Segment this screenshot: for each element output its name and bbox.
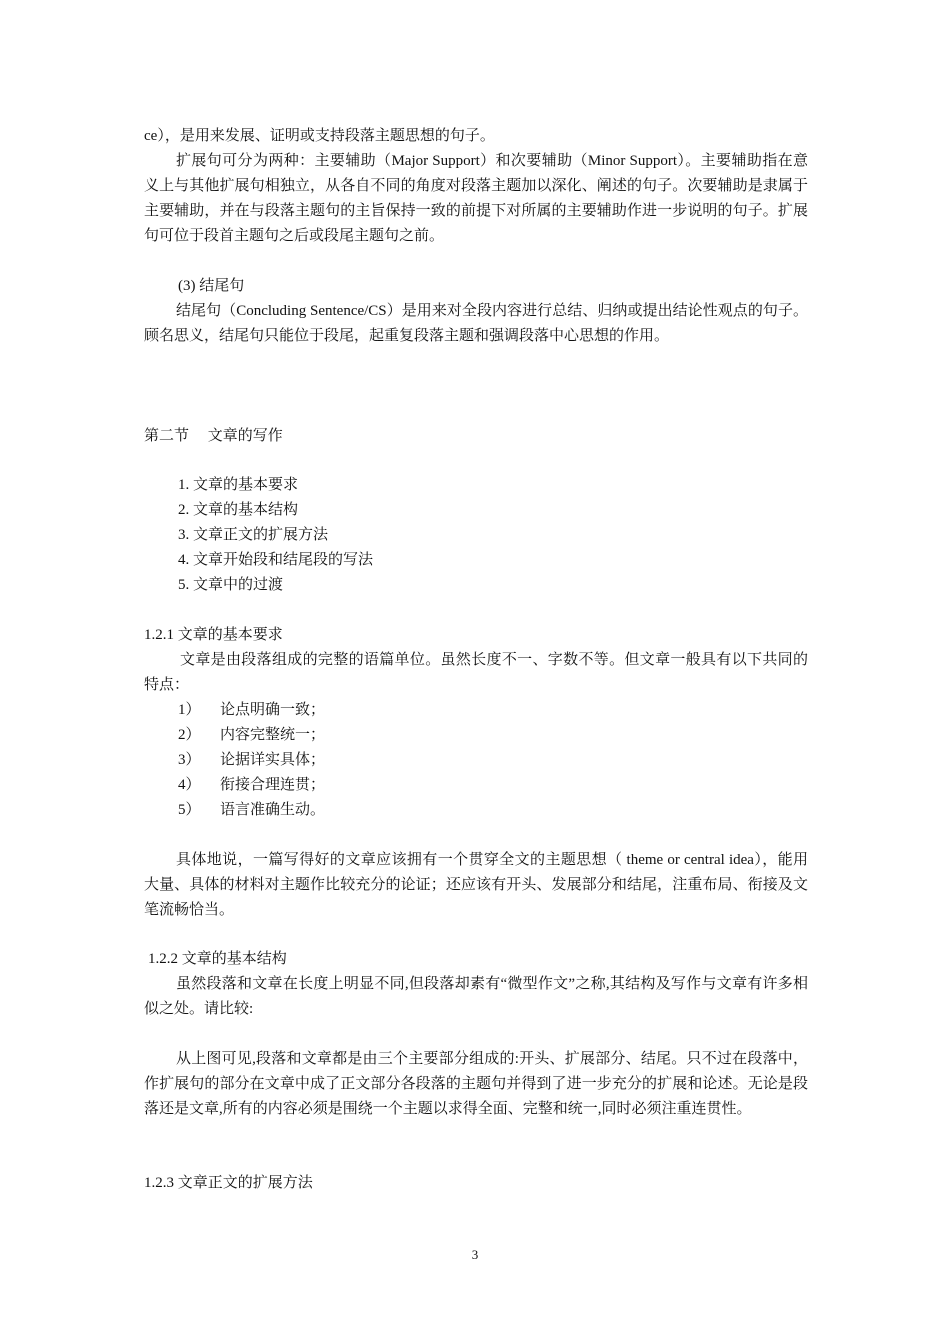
feature-item: [178, 723, 325, 748]
feature-number: 1）: [178, 702, 201, 718]
page-number: 3: [471, 1247, 479, 1262]
heading-1-2-2: 1.2.2 文章的基本结构: [148, 951, 287, 967]
feature-item: [178, 773, 325, 798]
outline-item: 3. 文章正文的扩展方法: [178, 527, 329, 543]
feature-item: [178, 698, 325, 723]
feature-text: 衔接合理连贯；: [220, 777, 326, 793]
feature-number: 2）: [178, 727, 201, 743]
paragraph-basic-requirements: 文章是由段落组成的完整的语篇单位。虽然长度不一、字数不等。但文章一般具有以下共同的特点：: [144, 652, 808, 693]
feature-text: 内容完整统一；: [220, 727, 326, 743]
outline-item: 5. 文章中的过渡: [178, 577, 284, 593]
feature-number: 5）: [178, 802, 201, 818]
feature-item: [178, 748, 325, 773]
feature-text: 语言准确生动。: [220, 802, 326, 818]
feature-text: 论据详实具体；: [220, 752, 326, 768]
outline-item: 2. 文章的基本结构: [178, 502, 299, 518]
paragraph-basic-structure: 虽然段落和文章在长度上明显不同,但段落却素有“微型作文”之称,其结构及写作与文章有许多相似之处。请比较:: [144, 976, 808, 1017]
heading-concluding-sentence: (3) 结尾句: [178, 278, 245, 294]
heading-1-2-3: 1.2.3 文章正文的扩展方法: [144, 1175, 313, 1191]
feature-number: 4）: [178, 777, 201, 793]
outline-item: 1. 文章的基本要求: [178, 477, 299, 493]
paragraph-concluding-sentence: 结尾句（Concluding Sentence/CS）是用来对全段内容进行总结、归纳或提出结论性观点的句子。顾名思义，结尾句只能位于段尾，起重复段落主题和强调段落中心思想的作用。: [144, 303, 808, 344]
paragraph-expansion-sentences: 扩展句可分为两种：主要辅助（Major Support）和次要辅助（Minor Support）。主要辅助指在意义上与其他扩展句相独立，从各自不同的角度对段落主题加以深化、阐述的句子。次要辅助是隶属于主要辅助，并在与段落主题句的主旨保持一致的前提下对所属的主要辅助作进一步说明的句子。扩展句可位于段首主题句之后或段尾主题句之前。: [144, 153, 808, 244]
paragraph-specific: 具体地说，一篇写得好的文章应该拥有一个贯穿全文的主题思想（ theme or central idea），能用大量、具体的材料对主题作比较充分的论证；还应该有开头、发展部分和结尾，注重布局、衔接及文笔流畅恰当。: [144, 852, 808, 918]
feature-text: 论点明确一致；: [220, 702, 326, 718]
heading-1-2-1: 1.2.1 文章的基本要求: [144, 627, 283, 643]
paragraph-continuation: ce），是用来发展、证明或支持段落主题思想的句子。: [144, 128, 495, 144]
feature-number: 3）: [178, 752, 201, 768]
paragraph-comparison: 从上图可见,段落和文章都是由三个主要部分组成的:开头、扩展部分、结尾。只不过在段落中，作扩展句的部分在文章中成了正文部分各段落的主题句并得到了进一步充分的扩展和论述。无论是段落还是文章,所有的内容必须是围绕一个主题以求得全面、完整和统一,同时必须注重连贯性。: [144, 1051, 808, 1117]
feature-item: [178, 798, 325, 823]
section-title: 第二节 文章的写作: [144, 428, 283, 444]
outline-item: 4. 文章开始段和结尾段的写法: [178, 552, 374, 568]
